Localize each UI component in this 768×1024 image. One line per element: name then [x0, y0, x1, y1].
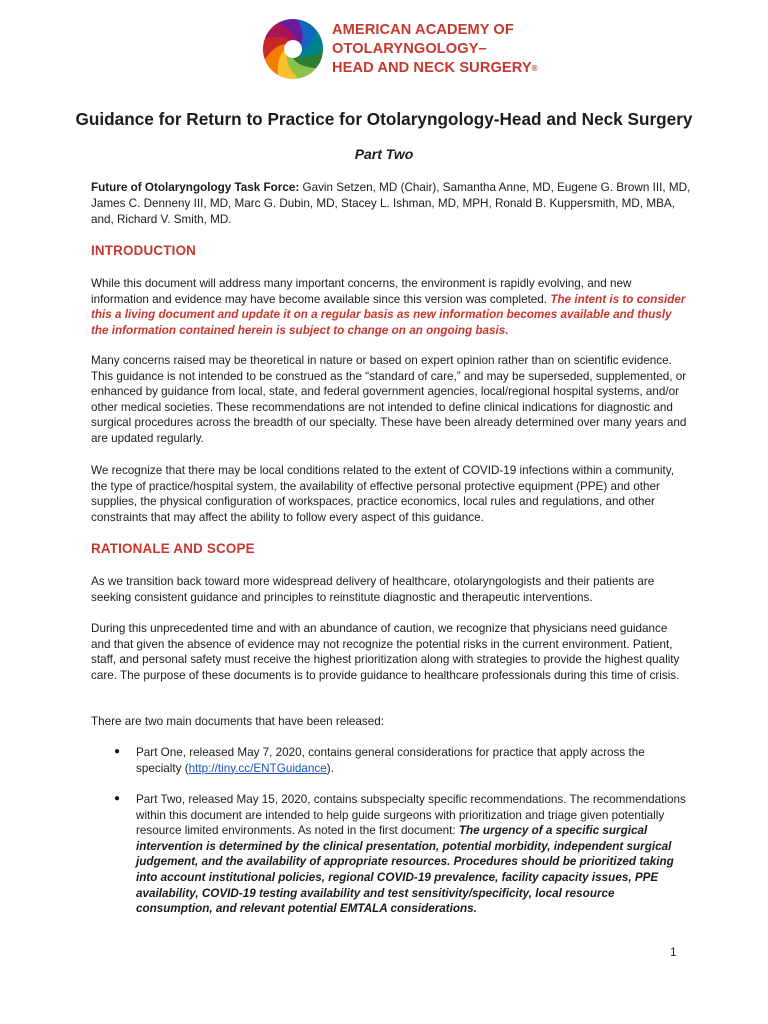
document-subtitle: Part Two — [354, 146, 414, 162]
introduction-paragraph-1: While this document will address many important concerns, the environment is rapidly evolving, and new information and evidence may have become available since this version was completed. The intent is to consider this a living document and update it on a regular basis as new information becomes available and thusly the information contained herein is subject to change on an ongoing basis. — [91, 277, 686, 337]
list-item: Part Two, released May 15, 2020, contains subspecialty specific recommendations. The recommendations within this document are intended to help guide surgeons with prioritization and triage given potentially resource limited environments. As noted in the first document: The urgency of a specific surgical intervention is determined by the clinical presentation, potential morbidity, independent surgical judgement, and the availability of appropriate resources. Procedures should be prioritized taking into account institutional policies, regional COVID-19 prevalence, facility capacity issues, PPE availability, COVID-19 testing availability and test sensitivity/specificity, local resource consumption, and relevant potential EMTALA considerations. — [136, 793, 686, 916]
author-names: Gavin Setzen, MD (Chair), Samantha Anne, MD, Eugene G. Brown III, MD, James C. Denneny III, MD, Marc G. Dubin, MD, Stacey L. Ishman, MD, MPH, Ronald B. Kuppersmith, MD, MBA, and, Richard V. Smith, MD. — [91, 181, 691, 226]
introduction-paragraph-2: Many concerns raised may be theoretical in nature or based on expert opinion rather than on scientific evidence. This guidance is not intended to be construed as the “standard of care,” and may be superseded, supplemented, or enhanced by guidance from local, state, and federal government agencies, local/regional hospital systems, and/or other medical societies. These recommendations are not intended to define clinical indications for diagnostic and surgical procedures across the breadth of our specialty. These have been already determined over many years and are updated regularly. — [91, 354, 687, 445]
author-label: Future of Otolaryngology Task Force: — [91, 181, 300, 194]
logo-line-1: AMERICAN ACADEMY OF — [332, 22, 514, 38]
rationale-paragraph-3: There are two main documents that have been released: — [91, 715, 385, 728]
ent-guidance-link[interactable]: http://tiny.cc/ENTGuidance — [188, 761, 327, 775]
bullet-icon: ● — [114, 793, 121, 804]
page-number: 1 — [670, 946, 677, 959]
introduction-paragraph-3: We recognize that there may be local conditions related to the extent of COVID-19 infections within a community, the type of practice/hospital system, the availability of effective personal protective equipment (PPE) and other supplies, the physical configuration of workspaces, practice economics, local rules and regulations, and other constraints that may affect the ability to follow every aspect of this guidance. — [91, 464, 674, 524]
rationale-paragraph-2: During this unprecedented time and with an abundance of caution, we recognize that physicians need guidance and that given the absence of evidence may not recognize the potential risks in the current environment. Patient, staff, and personal safety must receive the highest prioritization along with strategies to provide the highest quality care. The purpose of these documents is to provide guidance to healthcare professionals during this time of crisis. — [91, 622, 680, 682]
rationale-paragraph-1: As we transition back toward more widespread delivery of healthcare, otolaryngologists and their patients are seeking consistent guidance and principles to reinstitute diagnostic and therapeutic interventions. — [91, 575, 655, 604]
living-document-emphasis: The intent is to consider this a living document and update it on a regular basis as new information becomes available and thusly the information contained herein is subject to change on an ongoing basis. — [91, 292, 686, 337]
introduction-heading: INTRODUCTION — [91, 243, 197, 258]
logo-wordmark — [332, 21, 538, 78]
document-title: Guidance for Return to Practice for Otolaryngology-Head and Neck Surgery — [75, 109, 693, 129]
logo-line-2: OTOLARYNGOLOGY– — [332, 41, 487, 57]
registered-mark: ® — [531, 64, 538, 73]
list-item: Part One, released May 7, 2020, contains general considerations for practice that apply across the specialty (http://tiny.cc/ENTGuidance). — [136, 746, 645, 775]
urgency-emphasis: The urgency of a specific surgical intervention is determined by the clinical presentation, potential morbidity, independent surgical judgement, and the availability of appropriate resources. Procedures should be prioritized taking into account institutional policies, regional COVID-19 prevalence, facility capacity issues, PPE availability, COVID-19 testing availability and test sensitivity/specificity, local resource consumption, and relevant potential EMTALA considerations. — [136, 824, 674, 916]
logo-center — [285, 41, 301, 57]
bullet-icon: ● — [114, 746, 121, 757]
aao-hns-logo — [262, 18, 538, 80]
author-list — [91, 180, 691, 228]
logo-line-3: HEAD AND NECK SURGERY® — [332, 60, 538, 76]
rationale-heading: RATIONALE AND SCOPE — [91, 541, 255, 556]
swirl-logo-icon — [262, 18, 324, 80]
